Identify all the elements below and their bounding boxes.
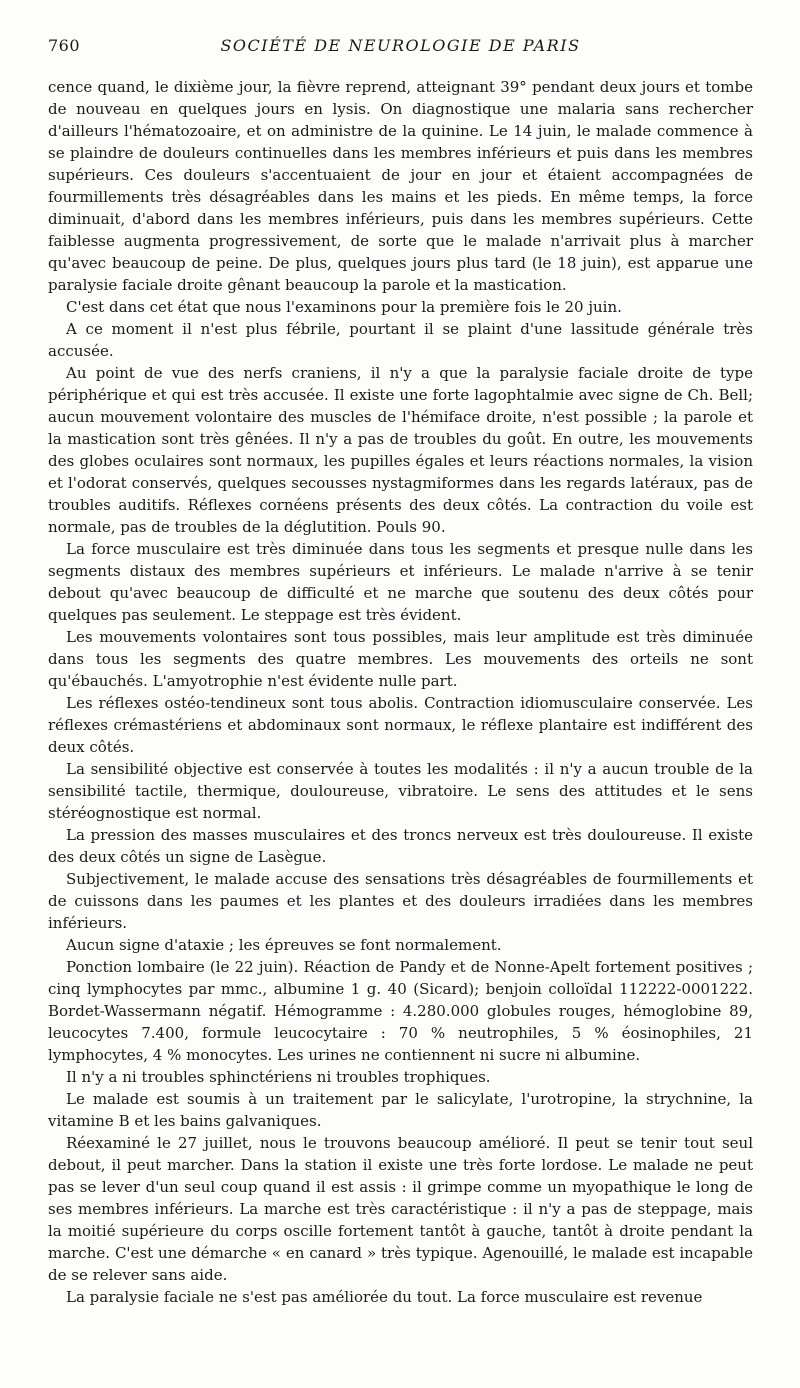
- paragraph: La sensibilité objective est conservée à toutes les modalités : il n'y a aucun trouble de la sensibilité tactile, thermique, douloureuse, vibratoire. Le sens des attitudes et le sens stéréognostique est normal.: [48, 760, 753, 822]
- running-header: [48, 36, 753, 60]
- paragraph: La force musculaire est très diminuée dans tous les segments et presque nulle dans les segments distaux des membres supérieurs et inférieurs. Le malade n'arrive à se tenir debout qu'avec beaucoup de difficulté et ne marche que soutenu des deux côtés pour quelques pas seulement. Le steppage est très évident.: [48, 540, 753, 624]
- journal-title: SOCIÉTÉ DE NEUROLOGIE DE PARIS: [220, 36, 581, 55]
- body-text: [48, 76, 753, 1308]
- paragraph: Les réflexes ostéo-tendineux sont tous abolis. Contraction idiomusculaire conservée. Les réflexes crémastériens et abdominaux sont normaux, le réflexe plantaire est indifférent des deux côtés.: [48, 694, 753, 756]
- paragraph: La pression des masses musculaires et des troncs nerveux est très douloureuse. Il existe des deux côtés un signe de Lasègue.: [48, 826, 753, 866]
- paragraph: C'est dans cet état que nous l'examinons pour la première fois le 20 juin.: [66, 298, 622, 316]
- paragraph: Au point de vue des nerfs craniens, il n'y a que la paralysie faciale droite de type périphérique et qui est très accusée. Il existe une forte lagophtalmie avec signe de Ch. Bell; aucun mouvement volontaire des muscles de l'hémiface droite, n'est possible ; la parole et la mastication sont très gênées. Il n'y a pas de troubles du goût. En outre, les mouvements des globes oculaires sont normaux, les pupilles égales et leurs réactions normales, la vision et l'odorat conservés, quelques secousses nystagmiformes dans les regards latéraux, pas de troubles auditifs. Réflexes cornéens présents des deux côtés. La contraction du voile est normale, pas de troubles de la déglutition. Pouls 90.: [48, 364, 753, 536]
- paragraph: Le malade est soumis à un traitement par le salicylate, l'urotropine, la strychnine, la vitamine B et les bains galvaniques.: [48, 1090, 753, 1130]
- paragraph: cence quand, le dixième jour, la fièvre reprend, atteignant 39° pendant deux jours et tombe de nouveau en quelques jours en lysis. On diagnostique une malaria sans rechercher d'ailleurs l'hématozoaire, et on administre de la quinine. Le 14 juin, le malade commence à se plaindre de douleurs continuelles dans les membres inférieurs et puis dans les membres supérieurs. Ces douleurs s'accentuaient de jour en jour et étaient accompagnées de fourmillements très désagréables dans les mains et les pieds. En même temps, la force diminuait, d'abord dans les membres inférieurs, puis dans les membres supérieurs. Cette faiblesse augmenta progressivement, de sorte que le malade n'arrivait plus à marcher qu'avec beaucoup de peine. De plus, quelques jours plus tard (le 18 juin), est apparue une paralysie faciale droite gênant beaucoup la parole et la mastication.: [48, 78, 753, 294]
- paragraph: Aucun signe d'ataxie ; les épreuves se font normalement.: [66, 936, 502, 954]
- paragraph: Subjectivement, le malade accuse des sensations très désagréables de fourmillements et de cuissons dans les paumes et les plantes et des douleurs irradiées dans les membres inférieurs.: [48, 870, 753, 932]
- paragraph: Il n'y a ni troubles sphinctériens ni troubles trophiques.: [66, 1068, 491, 1086]
- paragraph: A ce moment il n'est plus fébrile, pourtant il se plaint d'une lassitude générale très accusée.: [48, 320, 753, 360]
- page-number: 760: [48, 36, 81, 55]
- paragraph: Ponction lombaire (le 22 juin). Réaction de Pandy et de Nonne-Apelt fortement positives ; cinq lymphocytes par mmc., albumine 1 g. 40 (Sicard); benjoin colloïdal 112222-0001222. Bordet-Wassermann négatif. Hémogramme : 4.280.000 globules rouges, hémoglobine 89, leucocytes 7.400, formule leucocytaire : 70 % neutrophiles, 5 % éosinophiles, 21 lymphocytes, 4 % monocytes. Les urines ne contiennent ni sucre ni albumine.: [48, 958, 753, 1064]
- paragraph: Les mouvements volontaires sont tous possibles, mais leur amplitude est très diminuée dans tous les segments des quatre membres. Les mouvements des orteils ne sont qu'ébauchés. L'amyotrophie n'est évidente nulle part.: [48, 628, 753, 690]
- paragraph: La paralysie faciale ne s'est pas améliorée du tout. La force musculaire est revenue: [66, 1288, 703, 1306]
- paragraph: Réexaminé le 27 juillet, nous le trouvons beaucoup amélioré. Il peut se tenir tout seul debout, il peut marcher. Dans la station il existe une très forte lordose. Le malade ne peut pas se lever d'un seul coup quand il est assis : il grimpe comme un myopathique le long de ses membres inférieurs. La marche est très caractéristique : il n'y a pas de steppage, mais la moitié supérieure du corps oscille fortement tantôt à gauche, tantôt à droite pendant la marche. C'est une démarche « en canard » très typique. Agenouillé, le malade est incapable de se relever sans aide.: [48, 1134, 753, 1284]
